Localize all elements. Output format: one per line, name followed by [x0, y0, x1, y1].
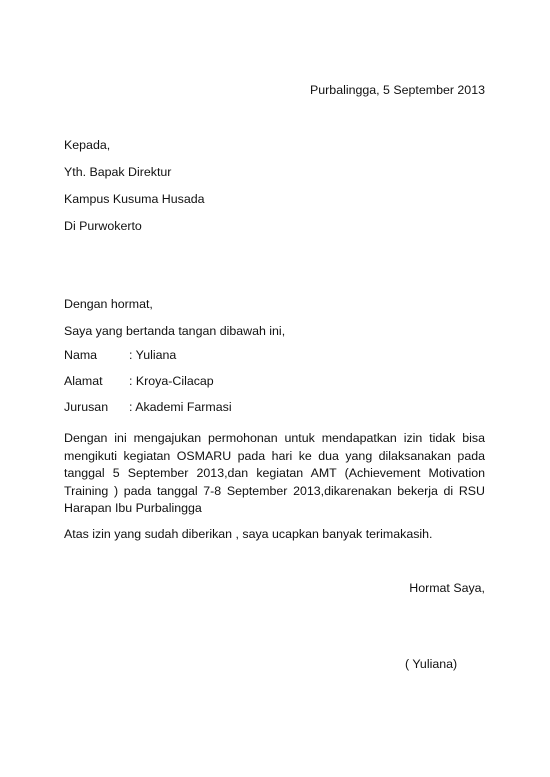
field-value: : Kroya-Cilacap [129, 374, 214, 388]
opening-greeting: Dengan hormat, [64, 297, 153, 311]
recipient-block [64, 137, 485, 245]
closing-sentence: Atas izin yang sudah diberikan , saya ucapkan banyak terimakasih. [64, 527, 433, 541]
greeting-block [64, 296, 485, 350]
recipient-line-1: Yth. Bapak Direktur [64, 165, 172, 179]
field-value: : Akademi Farmasi [129, 400, 232, 414]
body-paragraph: Dengan ini mengajukan permohonan untuk mendapatkan izin tidak bisa mengikuti kegiatan OSMARU pada hari ke dua yang dilaksanakan pada tanggal 5 September 2013,dan kegiatan AMT (Achievement Motivation Training ) pada tanggal 7-8 September 2013,dikarenakan bekerja di RSU Harapan Ibu Purbalingga [64, 431, 485, 516]
recipient-line-3: Di Purwokerto [64, 219, 142, 233]
field-value: : Yuliana [129, 348, 177, 362]
field-row-major [64, 399, 485, 416]
intro-line: Saya yang bertanda tangan dibawah ini, [64, 324, 286, 338]
field-row-address [64, 373, 485, 390]
place-date: Purbalingga, 5 September 2013 [310, 83, 485, 97]
field-label: Jurusan [64, 400, 109, 414]
field-label: Alamat [64, 374, 103, 388]
field-label: Nama [64, 348, 98, 362]
sign-greeting: Hormat Saya, [409, 581, 485, 595]
field-row-name [64, 347, 485, 364]
signer-name: ( Yuliana) [405, 657, 458, 671]
identity-fields [64, 347, 485, 425]
recipient-salutation: Kepada, [64, 138, 111, 152]
recipient-line-2: Kampus Kusuma Husada [64, 192, 205, 206]
